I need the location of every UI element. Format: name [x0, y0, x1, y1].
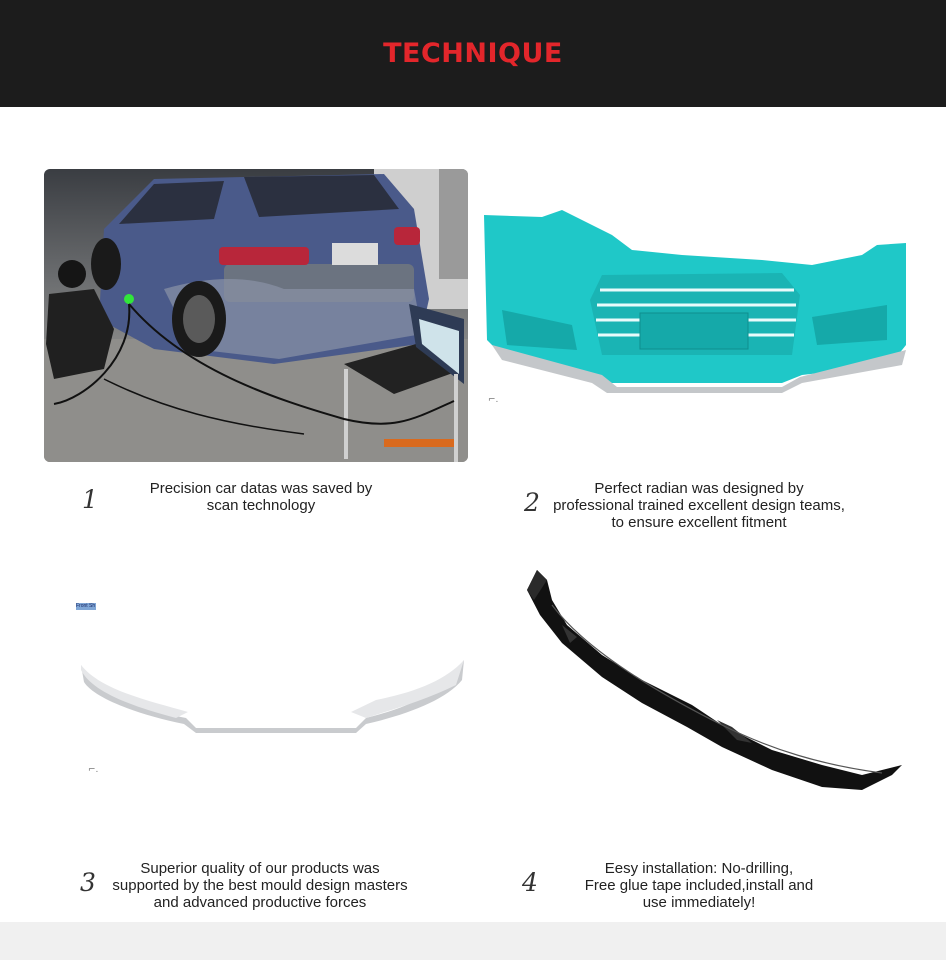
scan-photo — [44, 169, 468, 462]
svg-text:⌐.: ⌐. — [88, 765, 99, 775]
caption-line: Superior quality of our products was — [140, 860, 380, 877]
svg-text:⌐.: ⌐. — [488, 395, 499, 405]
lip-model-image — [76, 600, 470, 780]
caption-line: professional trained excellent design teams, — [553, 497, 845, 514]
caption-line: supported by the best mould design masters — [112, 877, 408, 894]
caption-line: Eesy installation: No-drilling, — [604, 860, 794, 877]
step-number-4: 4 — [522, 868, 538, 897]
caption-line: Free glue tape included,install and — [584, 877, 814, 894]
step-number-1: 1 — [82, 485, 98, 514]
caption-line: to ensure excellent fitment — [611, 514, 787, 531]
bumper-model-image — [482, 205, 908, 410]
lip-product-image — [522, 565, 907, 800]
caption-line: scan technology — [206, 497, 316, 514]
step-number-3: 3 — [80, 868, 96, 897]
step-caption-4 — [570, 860, 828, 911]
step-caption-3 — [100, 860, 420, 911]
caption-line: Perfect radian was designed by — [594, 480, 804, 497]
cad-tag: Front Sh — [76, 603, 96, 609]
step-caption-1 — [134, 480, 388, 514]
step-caption-2 — [544, 480, 854, 531]
caption-line: use immediately! — [642, 894, 756, 911]
caption-line: Precision car datas was saved by — [149, 480, 373, 497]
header-band — [0, 0, 946, 107]
step-number-2: 2 — [524, 488, 540, 517]
caption-line: and advanced productive forces — [153, 894, 367, 911]
page-title: TECHNIQUE — [383, 38, 563, 69]
footer-band — [0, 922, 946, 960]
